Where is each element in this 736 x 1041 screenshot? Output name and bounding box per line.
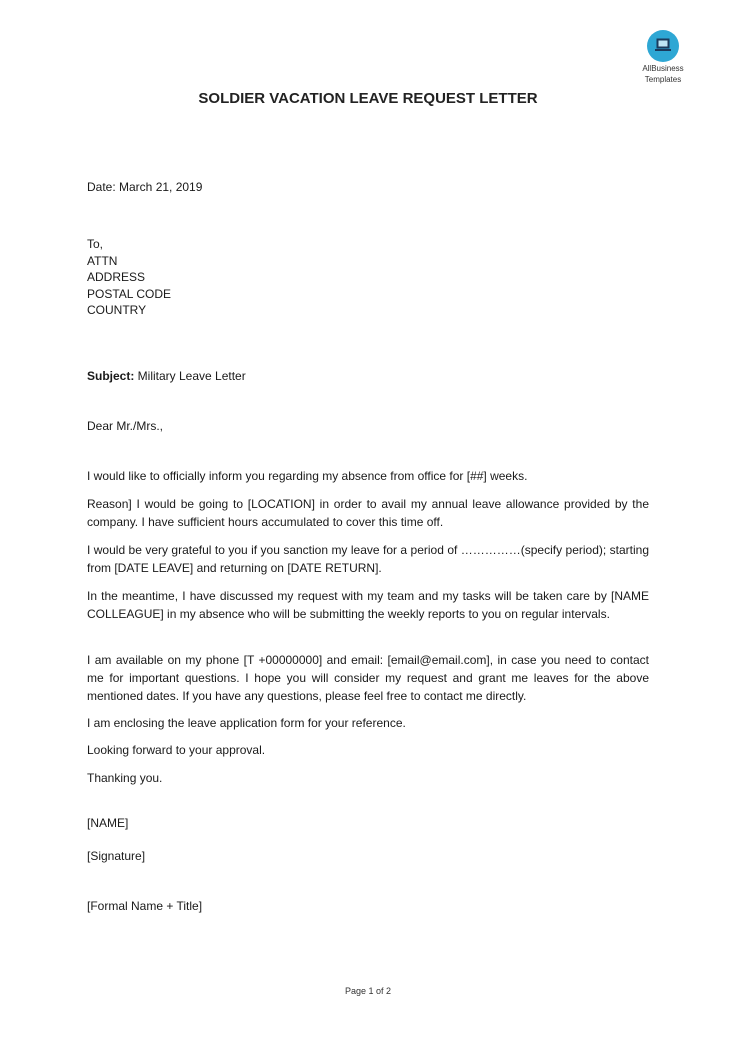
recipient-address [87, 236, 171, 319]
paragraph-reason: Reason] I would be going to [LOCATION] in order to avail my annual leave allowance provided by the company. I have sufficient hours accumulated to cover this time off. [87, 497, 649, 529]
paragraph-contact: I am available on my phone [T +00000000] and email: [email@email.com], in case you need to contact me for important questions. I hope you will consider my request and grant me leaves for the above mentioned dates. If you have any questions, please feel free to contact me directly. [87, 653, 649, 703]
logo-text-line1: AllBusiness [642, 64, 684, 73]
letter-title: SOLDIER VACATION LEAVE REQUEST LETTER [198, 90, 538, 107]
signature-name: [NAME] [87, 816, 129, 830]
paragraph-approval: Looking forward to your approval. [87, 743, 266, 757]
letter-date: Date: March 21, 2019 [87, 180, 203, 194]
address-country: COUNTRY [87, 303, 147, 317]
address-street: ADDRESS [87, 270, 146, 284]
paragraph-enclosure: I am enclosing the leave application form for your reference. [87, 716, 406, 730]
paragraph-period: I would be very grateful to you if you sanction my leave for a period of ……………(specify period); starting from [DATE LEAVE] and returning on [DATE RETURN]. [87, 543, 649, 575]
address-to: To, [87, 237, 104, 251]
subject-label: Subject: [87, 369, 135, 383]
paragraph-absence: I would like to officially inform you regarding my absence from office for [##] weeks. [87, 469, 528, 483]
signature-formal-title: [Formal Name + Title] [87, 899, 203, 913]
subject-text: Military Leave Letter [134, 369, 246, 383]
paragraph-thanks: Thanking you. [87, 771, 163, 785]
brand-logo[interactable] [632, 30, 694, 84]
logo-text-line2: Templates [644, 75, 682, 84]
page-number: Page 1 of 2 [344, 986, 392, 996]
salutation: Dear Mr./Mrs., [87, 419, 164, 433]
laptop-icon [647, 30, 679, 62]
subject-line [87, 368, 246, 385]
signature-placeholder: [Signature] [87, 849, 146, 863]
address-postal-code: POSTAL CODE [87, 286, 172, 301]
address-attn: ATTN [87, 253, 118, 268]
paragraph-handover: In the meantime, I have discussed my request with my team and my tasks will be taken care by [NAME COLLEAGUE] in my absence who will be submitting the weekly reports to you on regular intervals. [87, 589, 649, 621]
